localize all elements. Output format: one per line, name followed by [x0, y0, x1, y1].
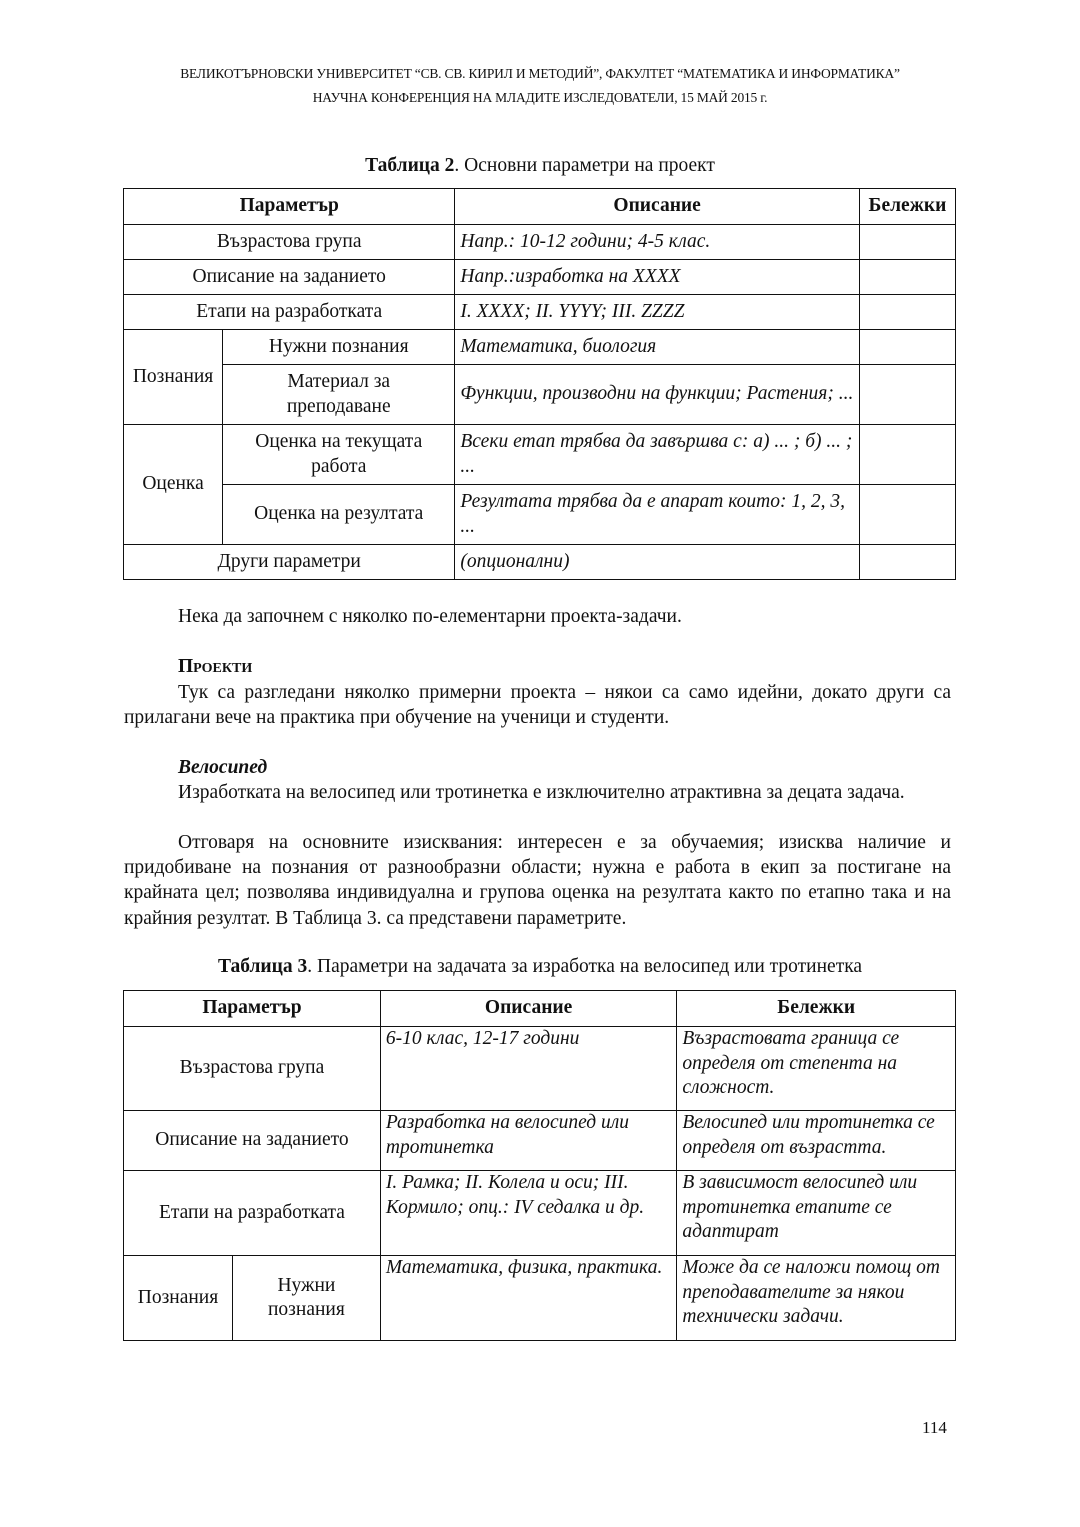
table-row [124, 425, 956, 485]
running-header [0, 62, 1080, 110]
bicycle-paragraph-2: Отговаря на основните изисквания: интересен е за обучаемия; изисква наличие и придобиване на познания от разнообразни области; нужна е работа в екип за постигане на крайната цел; позволява индивидуална и групова оценка на резултата както по етапно така и на крайния резултат. В Таблица 3. са представени параметрите. [124, 832, 951, 929]
desc-cell: Резултата трябва да е апарат които: 1, 2, 3, ... [455, 485, 859, 545]
notes-cell [859, 425, 955, 485]
section-paragraph: Тук са разгледани няколко примерни проекта – някои са само идейни, докато други са прилагани вече на практика при обучение на ученици и студенти. [124, 682, 951, 729]
param-cell: Описание на заданието [124, 260, 455, 295]
table2-caption-text: . Основни параметри на проект [454, 155, 715, 176]
notes-cell [859, 365, 955, 425]
table2-header-row [124, 189, 956, 225]
header-conference-line: НАУЧНА КОНФЕРЕНЦИЯ НА МЛАДИТЕ ИЗСЛЕДОВАТЕЛИ, 15 МАЙ 2015 г. [312, 90, 768, 105]
desc-cell: (опционални) [455, 545, 859, 580]
subsection-heading: Велосипед [178, 757, 268, 778]
table2 [123, 188, 956, 580]
notes-cell: Възрастовата граница се определя от степента на сложност. [677, 1027, 956, 1111]
table2-caption [0, 154, 1080, 178]
table-row [124, 295, 956, 330]
param-cell: Възрастова група [124, 1027, 381, 1111]
table-row [124, 1027, 956, 1111]
param-cell: Описание на заданието [124, 1111, 381, 1171]
table2-header-param: Параметър [124, 189, 455, 225]
section-heading: Проекти [178, 656, 253, 677]
desc-cell: Функции, производни на функции; Растения; ... [455, 365, 859, 425]
table3-header-desc: Описание [380, 991, 676, 1027]
table3-caption-text: . Параметри на задачата за изработка на велосипед или тротинетка [307, 956, 863, 977]
param-cell: Нужни познания [223, 330, 455, 365]
desc-cell: Разработка на велосипед или тротинетка [380, 1111, 676, 1171]
param-cell: Други параметри [124, 545, 455, 580]
desc-cell: I. XXXX; II. YYYY; III. ZZZZ [455, 295, 859, 330]
notes-cell [859, 545, 955, 580]
desc-cell: Математика, биология [455, 330, 859, 365]
table-row [124, 545, 956, 580]
table2-caption-label: Таблица 2 [365, 155, 455, 176]
table3 [123, 990, 956, 1341]
desc-cell: Напр.: 10-12 години; 4-5 клас. [455, 225, 859, 260]
notes-cell: Може да се наложи помощ от преподавателите за някои технически задачи. [677, 1256, 956, 1341]
param-cell: Възрастова група [124, 225, 455, 260]
intro-paragraph: Нека да започнем с няколко по-елементарни проекта-задачи. [178, 606, 682, 627]
table3-caption [0, 955, 1080, 979]
desc-cell: I. Рамка; II. Колела и оси; III. Кормило; опц.: IV седалка и др. [380, 1171, 676, 1256]
param-cell: Материал за преподаване [223, 365, 455, 425]
header-university-line: ВЕЛИКОТЪРНОВСКИ УНИВЕРСИТЕТ “СВ. СВ. КИРИЛ И МЕТОДИЙ”, ФАКУЛТЕТ “МАТЕМАТИКА И ИНФОРМАТИКА” [180, 66, 900, 81]
notes-cell [859, 225, 955, 260]
notes-cell [859, 330, 955, 365]
table-row [124, 485, 956, 545]
notes-cell: Велосипед или тротинетка се определя от възрастта. [677, 1111, 956, 1171]
desc-cell: Напр.:изработка на XXXX [455, 260, 859, 295]
bicycle-paragraph-1: Изработката на велосипед или тротинетка е изключително атрактивна за децата задача. [178, 782, 905, 803]
group-cell-knowledge: Познания [124, 330, 223, 425]
notes-cell [859, 295, 955, 330]
table2-header-desc: Описание [455, 189, 859, 225]
table3-header-param: Параметър [124, 991, 381, 1027]
param-cell: Оценка на резултата [223, 485, 455, 545]
desc-cell: Математика, физика, практика. [380, 1256, 676, 1341]
page-number: 114 [922, 1418, 947, 1437]
param-cell: Етапи на разработката [124, 295, 455, 330]
table-row [124, 225, 956, 260]
param-cell: Оценка на текущата работа [223, 425, 455, 485]
desc-cell: Всеки етап трябва да завършва с: а) ... ; б) ... ; ... [455, 425, 859, 485]
table3-header-row [124, 991, 956, 1027]
param-cell: Етапи на разработката [124, 1171, 381, 1256]
table-row [124, 330, 956, 365]
table3-caption-label: Таблица 3 [217, 956, 308, 977]
group-cell-knowledge: Познания [124, 1256, 233, 1341]
param-cell: Нужни познания [232, 1256, 380, 1341]
notes-cell [859, 260, 955, 295]
table-row [124, 1111, 956, 1171]
table-row [124, 1256, 956, 1341]
group-cell-evaluation: Оценка [124, 425, 223, 545]
notes-cell [859, 485, 955, 545]
table-row [124, 365, 956, 425]
table3-header-notes: Бележки [677, 991, 956, 1027]
desc-cell: 6-10 клас, 12-17 години [380, 1027, 676, 1111]
table2-header-notes: Бележки [859, 189, 955, 225]
notes-cell: В зависимост велосипед или тротинетка етапите се адаптират [677, 1171, 956, 1256]
table-row [124, 260, 956, 295]
table-row [124, 1171, 956, 1256]
